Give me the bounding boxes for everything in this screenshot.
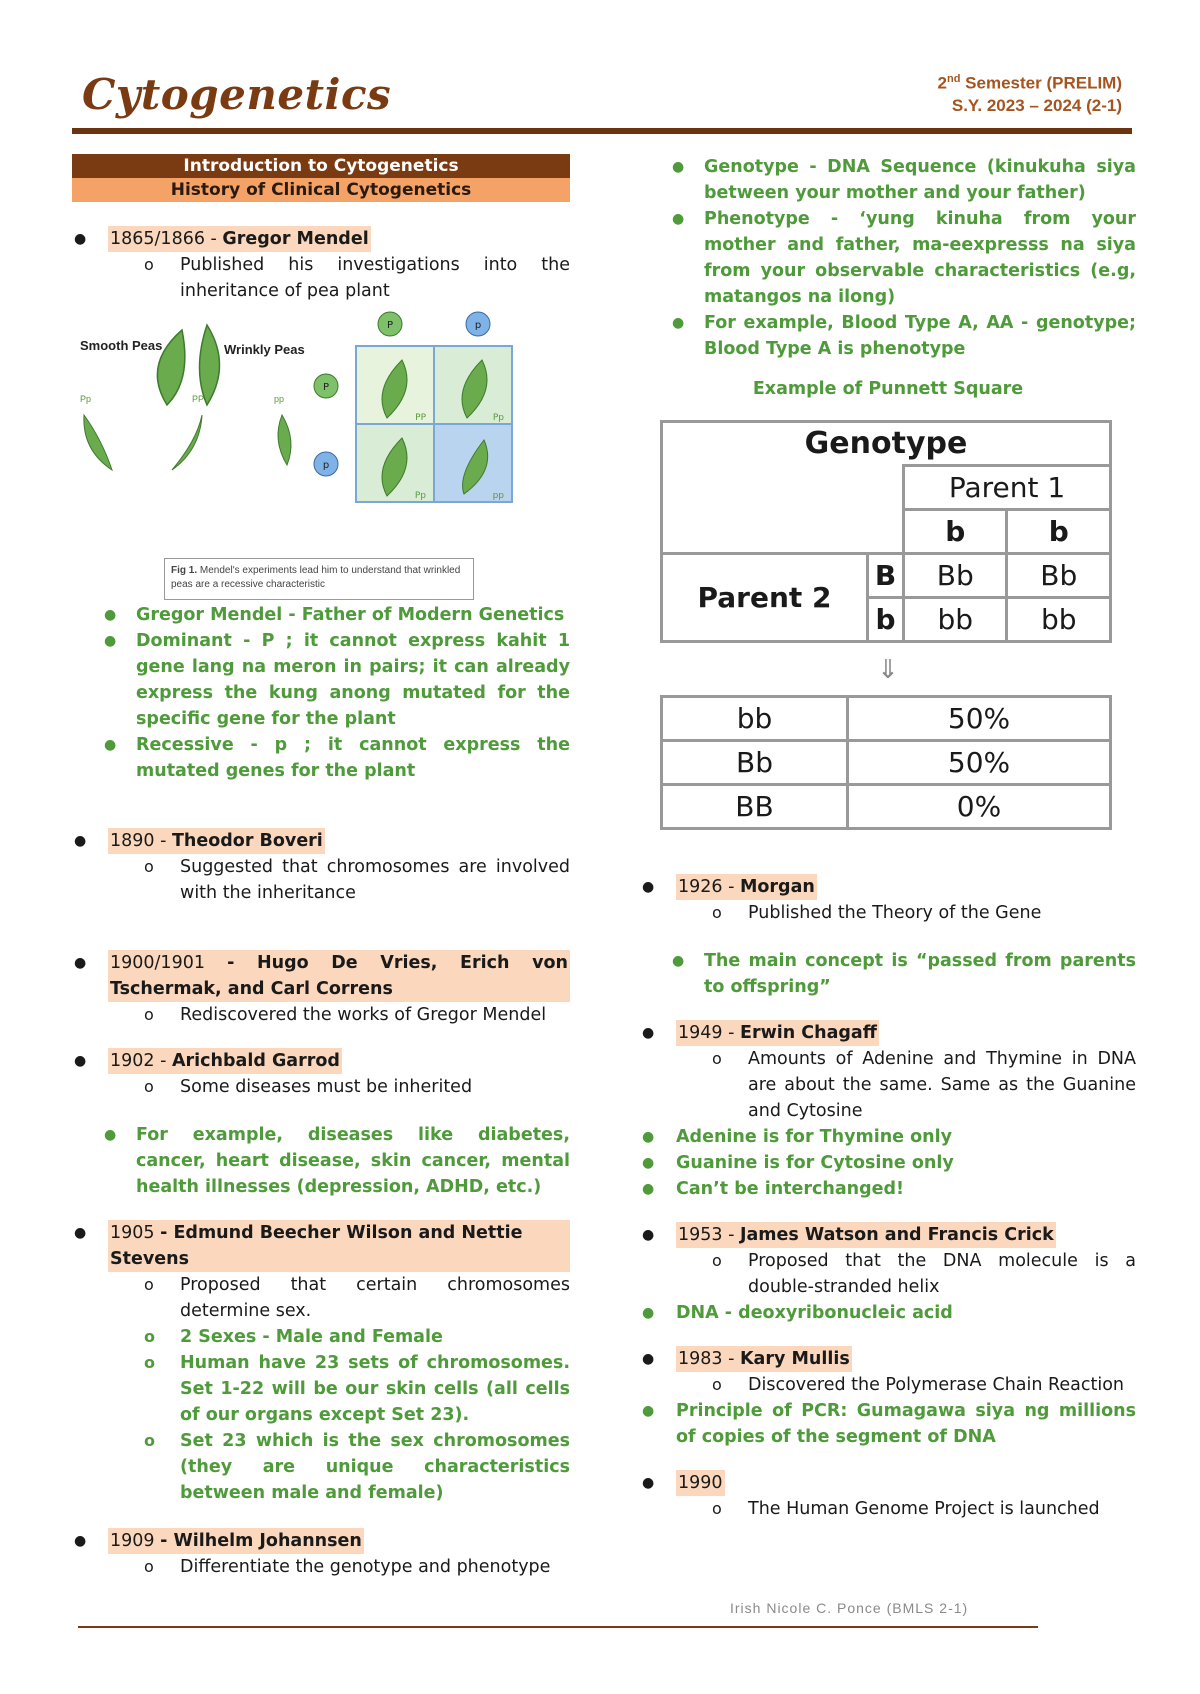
allele-cell: b: [868, 598, 904, 642]
sub-item: [72, 252, 570, 304]
circle-bullet-icon: o: [144, 1005, 154, 1024]
bullet-icon: ●: [672, 159, 685, 175]
circle-bullet-icon: o: [712, 903, 722, 922]
sub-item: [72, 1272, 570, 1324]
entry-name: - Hugo De Vries, Erich von Tschermak, and Carl Correns: [110, 953, 568, 999]
green-note: [72, 628, 570, 732]
caption-text: Mendel's experiments lead him to understand that wrinkled peas are a recessive characteristic: [171, 565, 461, 590]
bullet-icon: ●: [74, 955, 87, 971]
sub-item: [640, 1046, 1136, 1124]
green-note: [72, 732, 570, 784]
bullet-icon: ●: [104, 737, 117, 753]
figure-caption: [164, 558, 474, 600]
smooth-peas-label: Smooth Peas: [80, 338, 163, 353]
sub-item-text: Set 23 which is the sex chromosomes (they are unique characteristics between male and female): [180, 1431, 570, 1503]
entry-name: Erwin Chagaff: [739, 1023, 877, 1043]
circle-bullet-icon: o: [144, 1077, 154, 1096]
bullet-icon: ●: [642, 1305, 655, 1321]
sub-item: [72, 1074, 570, 1100]
sub-item: [72, 1324, 570, 1350]
genotype-label: pp: [274, 394, 285, 404]
entry-year: 1909: [110, 1531, 161, 1551]
timeline-entry-morgan: [640, 874, 1136, 900]
bullet-icon: ●: [642, 1155, 655, 1171]
sub-item-text: Published the Theory of the Gene: [748, 903, 1042, 923]
green-note: [72, 602, 570, 628]
punnett-title: Example of Punnett Square: [752, 379, 1024, 399]
left-column: [72, 154, 570, 1580]
sub-item: [72, 1002, 570, 1028]
empty-cell: [662, 466, 904, 554]
circle-bullet-icon: o: [712, 1251, 722, 1270]
note-text: Gregor Mendel - Father of Modern Genetics: [136, 605, 565, 625]
bullet-icon: ●: [642, 1227, 655, 1243]
note-text: Phenotype - ‘yung kinuha from your mother and father, ma-eexpresss na siya from your observable characteristics (e.g, matangos na ilong): [704, 209, 1136, 307]
bullet-icon: ●: [642, 1025, 655, 1041]
mendel-pea-figure: [72, 310, 570, 602]
bullet-icon: ●: [642, 1129, 655, 1145]
sub-item-text: Discovered the Polymerase Chain Reaction: [748, 1375, 1125, 1395]
sub-item: [640, 1496, 1136, 1522]
bullet-icon: ●: [74, 1533, 87, 1549]
note-text: Genotype - DNA Sequence (kinukuha siya between your mother and your father): [704, 157, 1136, 203]
subsection-banner: History of Clinical Cytogenetics: [72, 178, 570, 202]
semester-number: 2: [937, 73, 947, 93]
sub-item: [640, 1248, 1136, 1300]
note-text: Guanine is for Cytosine only: [676, 1153, 954, 1173]
bullet-icon: ●: [672, 953, 685, 969]
sub-item-text: Proposed that the DNA molecule is a double-stranded helix: [748, 1251, 1136, 1297]
timeline-entry-garrod: [72, 1048, 570, 1074]
genotype-cell: bb: [904, 598, 1007, 642]
allele-label: p: [474, 320, 482, 331]
timeline-entry-chargaff: [640, 1020, 1136, 1046]
bullet-icon: ●: [74, 1225, 87, 1241]
cell-label: Pp: [414, 491, 426, 501]
semester-info: [938, 68, 1122, 117]
note-text: Dominant - P ; it cannot express kahit 1 gene lang na meron in pairs; it can already express the kung anong mutated for the specific gene for the plant: [136, 631, 570, 729]
bullet-icon: ●: [672, 211, 685, 227]
bullet-icon: ●: [642, 1181, 655, 1197]
sub-item: [72, 1428, 570, 1506]
note-text: For example, diseases like diabetes, cancer, heart disease, skin cancer, mental health illnesses (depression, ADHD, etc.): [136, 1125, 570, 1197]
green-note: [640, 206, 1136, 310]
genotype-label: PP: [192, 394, 205, 404]
semester-label: Semester (PRELIM): [960, 73, 1122, 93]
circle-bullet-icon: o: [712, 1049, 722, 1068]
pea-pod-icon: [278, 415, 291, 465]
sub-item: [72, 1554, 570, 1580]
note-text: The main concept is “passed from parents to offspring”: [704, 951, 1136, 997]
allele-cell: b: [904, 510, 1007, 554]
note-text: For example, Blood Type A, AA - genotype; Blood Type A is phenotype: [704, 313, 1136, 359]
sub-item-text: Differentiate the genotype and phenotype: [180, 1557, 551, 1577]
footer-divider: [78, 1626, 1038, 1628]
timeline-entry-mendel: [72, 226, 570, 252]
allele-label: p: [322, 460, 330, 471]
bullet-icon: ●: [104, 607, 117, 623]
ratio-genotype: BB: [662, 785, 848, 829]
timeline-entry-wilson: [72, 1220, 570, 1272]
entry-name: James Watson and Francis Crick: [739, 1225, 1054, 1245]
circle-bullet-icon: o: [144, 857, 154, 876]
parent2-label: Parent 2: [662, 554, 868, 642]
note-text: Principle of PCR: Gumagawa siya ng millions of copies of the segment of DNA: [676, 1401, 1136, 1447]
entry-year: 1865/1866 -: [110, 229, 223, 249]
genotype-label: Pp: [80, 394, 92, 404]
note-text: DNA - deoxyribonucleic acid: [676, 1303, 953, 1323]
entry-year: 1949 -: [678, 1023, 740, 1043]
ratio-table: [660, 695, 1112, 830]
entry-name: Morgan: [739, 877, 815, 897]
allele-cell: B: [868, 554, 904, 598]
sub-item-text: Rediscovered the works of Gregor Mendel: [180, 1005, 547, 1025]
cell-label: pp: [492, 491, 504, 501]
entry-year: 1953 -: [678, 1225, 740, 1245]
pea-pod-icon: [172, 415, 202, 470]
entry-name: - Edmund Beecher Wilson and Nettie Stevens: [110, 1223, 523, 1269]
green-note: [640, 1176, 1136, 1202]
entry-name: Theodor Boveri: [171, 831, 323, 851]
entry-year: 1905: [110, 1223, 161, 1243]
green-note: [640, 310, 1136, 362]
green-note: [72, 1122, 570, 1200]
caption-label: Fig 1.: [171, 565, 198, 576]
allele-label: P: [322, 382, 330, 393]
sub-item-text: Human have 23 sets of chromosomes. Set 1-22 will be our skin cells (all cells of our organs except Set 23).: [180, 1353, 570, 1425]
circle-bullet-icon: o: [144, 1353, 155, 1372]
sub-item: [72, 1350, 570, 1428]
entry-year: 1890 -: [110, 831, 172, 851]
entry-year: 1926 -: [678, 877, 740, 897]
entry-name: - Wilhelm Johannsen: [160, 1531, 362, 1551]
right-column: [640, 154, 1136, 1522]
genotype-cell: bb: [1007, 598, 1111, 642]
bullet-icon: ●: [74, 231, 87, 247]
bullet-icon: ●: [104, 1127, 117, 1143]
ratio-genotype: bb: [662, 697, 848, 741]
sub-item: [72, 854, 570, 906]
entry-year: 1983 -: [678, 1349, 740, 1369]
cell-label: PP: [415, 413, 426, 423]
bullet-icon: ●: [642, 1351, 655, 1367]
circle-bullet-icon: o: [144, 1557, 154, 1576]
sub-item-text: Published his investigations into the inheritance of pea plant: [180, 255, 570, 301]
bullet-icon: ●: [74, 833, 87, 849]
sub-item: [640, 1372, 1136, 1398]
entry-year: 1990: [676, 1470, 725, 1496]
ratio-value: 50%: [848, 741, 1111, 785]
down-arrow-icon: ⇓: [877, 655, 899, 685]
timeline-entry-mullis: [640, 1346, 1136, 1372]
sub-item-text: 2 Sexes - Male and Female: [180, 1327, 443, 1347]
circle-bullet-icon: o: [712, 1499, 722, 1518]
semester-suffix: nd: [947, 73, 961, 85]
header-divider: [72, 128, 1132, 134]
punnett-square-table: [660, 420, 1112, 643]
timeline-entry-johannsen: [72, 1528, 570, 1554]
timeline-entry-watson: [640, 1222, 1136, 1248]
entry-year: 1900/1901: [110, 953, 228, 973]
ratio-genotype: Bb: [662, 741, 848, 785]
author-footer: Irish Nicole C. Ponce (BMLS 2-1): [730, 1600, 969, 1616]
wrinkly-peas-label: Wrinkly Peas: [224, 342, 305, 357]
timeline-entry-devries: [72, 950, 570, 1002]
allele-cell: b: [1007, 510, 1111, 554]
circle-bullet-icon: o: [144, 1431, 155, 1450]
entry-name: Kary Mullis: [739, 1349, 850, 1369]
ratio-value: 50%: [848, 697, 1111, 741]
section-banner: Introduction to Cytogenetics: [72, 154, 570, 178]
entry-name: Arichbald Garrod: [171, 1051, 340, 1071]
cell-label: Pp: [492, 413, 504, 423]
green-note: [640, 1150, 1136, 1176]
parent1-label: Parent 1: [904, 466, 1111, 510]
bullet-icon: ●: [104, 633, 117, 649]
pea-pod-icon: [84, 415, 112, 470]
school-year: S.Y. 2023 – 2024 (2-1): [951, 95, 1122, 115]
entry-name: Gregor Mendel: [222, 229, 369, 249]
circle-bullet-icon: o: [144, 255, 154, 274]
entry-year: 1902 -: [110, 1051, 172, 1071]
document-title: Cytogenetics: [82, 70, 392, 119]
green-note: [640, 154, 1136, 206]
note-text: Adenine is for Thymine only: [676, 1127, 953, 1147]
pea-pod-icon: [200, 325, 220, 405]
bullet-icon: ●: [642, 879, 655, 895]
green-note: [640, 948, 1136, 1000]
sub-item-text: The Human Genome Project is launched: [748, 1499, 1100, 1519]
ratio-value: 0%: [848, 785, 1111, 829]
circle-bullet-icon: o: [144, 1275, 154, 1294]
bullet-icon: ●: [642, 1403, 655, 1419]
sub-item-text: Proposed that certain chromosomes determine sex.: [180, 1275, 570, 1321]
green-note: [640, 1124, 1136, 1150]
green-note: [640, 1398, 1136, 1450]
sub-item-text: Amounts of Adenine and Thymine in DNA are about the same. Same as the Guanine and Cytosine: [748, 1049, 1136, 1121]
sub-item-text: Suggested that chromosomes are involved with the inheritance: [180, 857, 570, 903]
bullet-icon: ●: [74, 1053, 87, 1069]
allele-label: P: [386, 320, 394, 331]
table-header: Genotype: [662, 422, 1111, 466]
note-text: Can’t be interchanged!: [676, 1179, 905, 1199]
timeline-entry-boveri: [72, 828, 570, 854]
timeline-entry-hgp: [640, 1470, 1136, 1496]
note-text: Recessive - p ; it cannot express the mutated genes for the plant: [136, 735, 570, 781]
bullet-icon: ●: [672, 315, 685, 331]
circle-bullet-icon: o: [144, 1327, 155, 1346]
sub-item-text: Some diseases must be inherited: [180, 1077, 473, 1097]
green-note: [640, 1300, 1136, 1326]
genotype-cell: Bb: [1007, 554, 1111, 598]
bullet-icon: ●: [642, 1475, 655, 1491]
pea-illustration: [72, 310, 570, 555]
sub-item: [640, 900, 1136, 926]
genotype-cell: Bb: [904, 554, 1007, 598]
circle-bullet-icon: o: [712, 1375, 722, 1394]
